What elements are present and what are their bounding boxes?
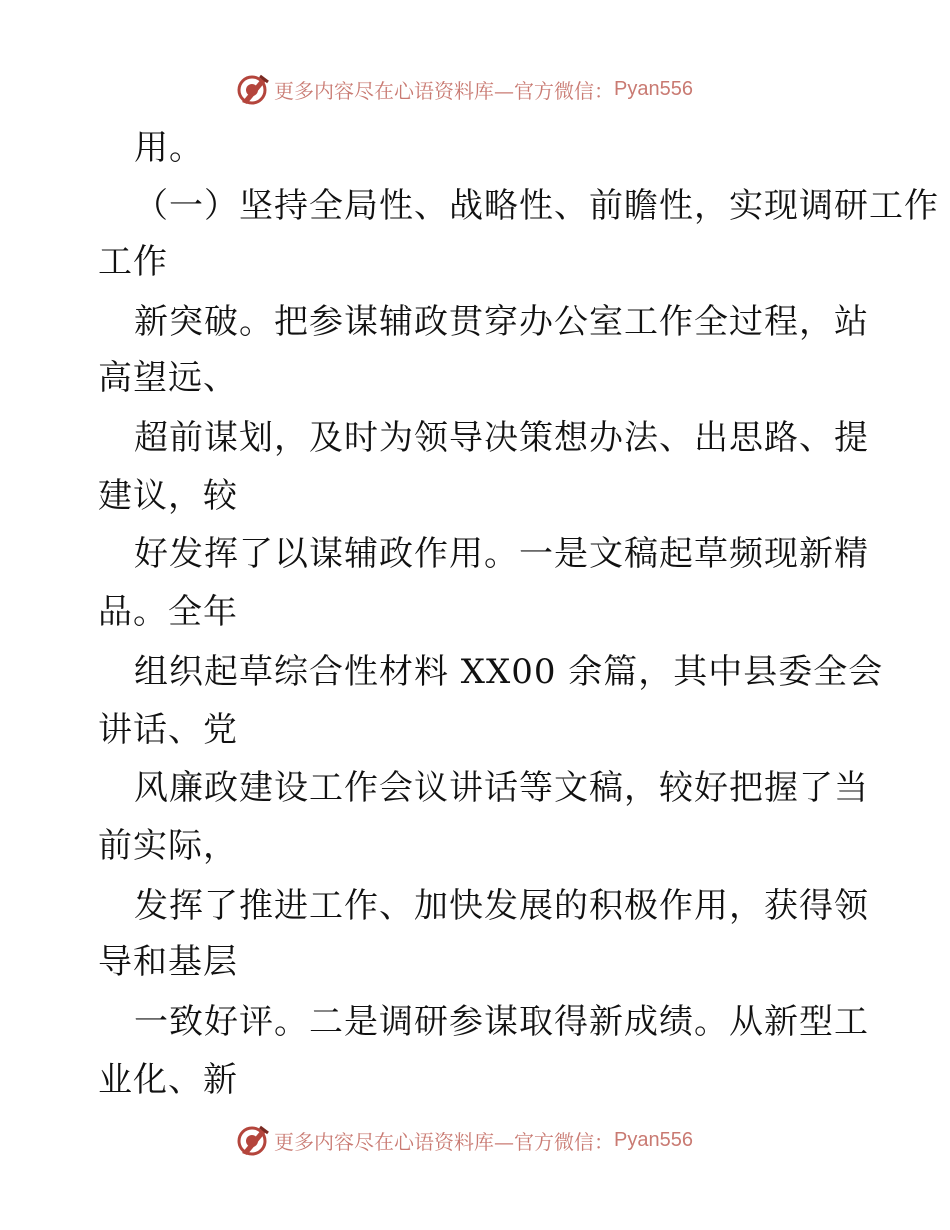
- text-line: （一）坚持全局性、战略性、前瞻性，实现调研工作: [134, 186, 939, 226]
- text-line: 风廉政建设工作会议讲话等文稿，较好把握了当: [134, 768, 869, 808]
- text-line: 用。: [134, 128, 204, 168]
- footer-banner-wechat-id: Pyan556: [614, 1128, 693, 1151]
- text-line: 导和基层: [98, 942, 238, 982]
- text-line: 好发挥了以谋辅政作用。一是文稿起草频现新精: [134, 534, 869, 574]
- header-watermark: [236, 72, 693, 106]
- text-line: 前实际，: [98, 826, 238, 866]
- text-line: 品。全年: [98, 592, 238, 632]
- pen-logo-icon: [236, 72, 270, 106]
- text-line: 建议，较: [98, 476, 238, 516]
- text-line: 一致好评。二是调研参谋取得新成绩。从新型工: [134, 1002, 869, 1042]
- header-banner-text: 更多内容尽在心语资料库—官方微信：: [274, 78, 614, 103]
- footer-banner-text: 更多内容尽在心语资料库—官方微信：: [274, 1129, 614, 1154]
- text-line: 新突破。把参谋辅政贯穿办公室工作全过程，站: [134, 302, 869, 342]
- text-line: 工作: [98, 242, 168, 282]
- footer-watermark: [236, 1123, 693, 1157]
- pen-logo-icon: [236, 1123, 270, 1157]
- text-line: 讲话、党: [98, 710, 238, 750]
- text-line: 业化、新: [98, 1060, 238, 1100]
- text-line: 高望远、: [98, 358, 238, 398]
- text-line: 组织起草综合性材料 XX00 余篇，其中县委全会: [134, 652, 884, 692]
- text-line: 超前谋划，及时为领导决策想办法、出思路、提: [134, 418, 869, 458]
- text-line: 发挥了推进工作、加快发展的积极作用，获得领: [134, 886, 869, 926]
- header-banner-wechat-id: Pyan556: [614, 77, 693, 100]
